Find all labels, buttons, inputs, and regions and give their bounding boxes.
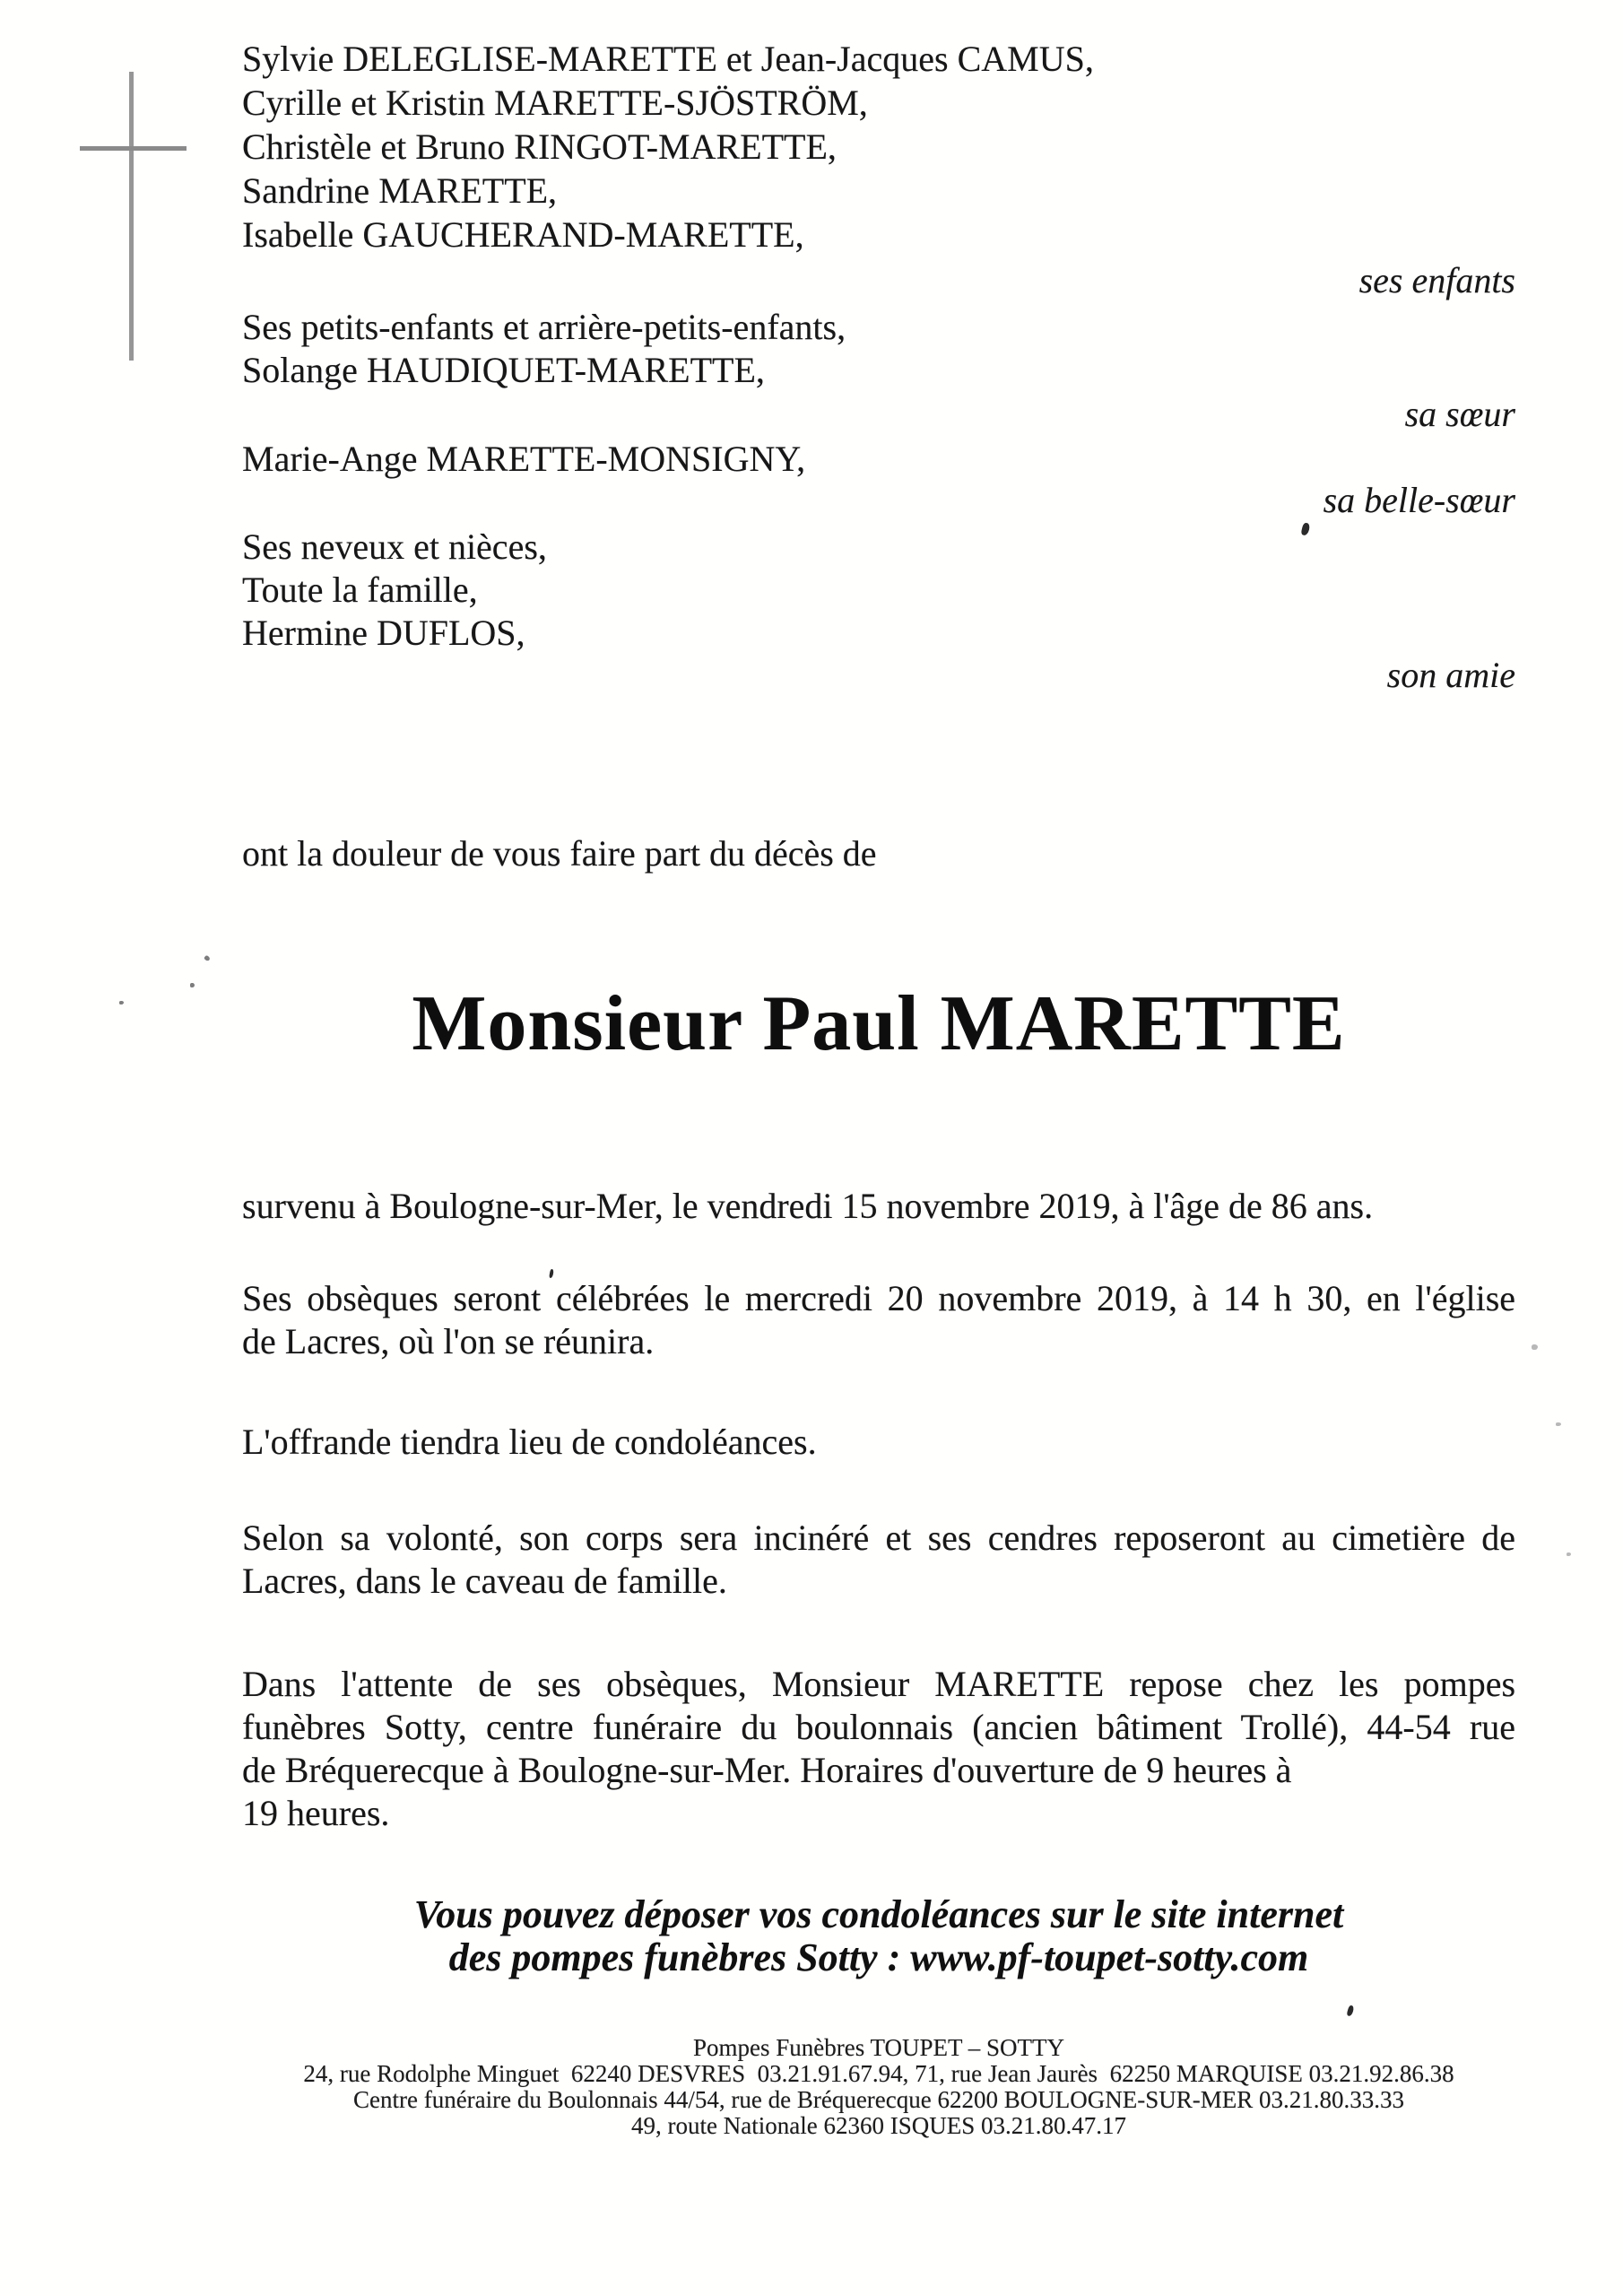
footer-address-line: 49, route Nationale 62360 ISQUES 03.21.80.47.17 <box>631 2112 1126 2139</box>
mourner-line: Ses neveux et nièces, <box>242 526 547 567</box>
footer-address-line: 24, rue Rodolphe Minguet 62240 DESVRES 03.21.91.67.94, 71, rue Jean Jaurès 62250 MARQUISE 03.21.92.86.38 <box>303 2060 1454 2087</box>
funeral-home-footer <box>242 2035 1515 2139</box>
scan-artifact <box>204 955 211 962</box>
scan-artifact <box>1567 1552 1571 1556</box>
mourner-line: Solange HAUDIQUET-MARETTE, <box>242 350 765 390</box>
condolences-line: Vous pouvez déposer vos condoléances sur le site internet <box>413 1892 1344 1936</box>
repose-line: 19 heures. <box>242 1793 390 1833</box>
scan-artifact <box>1556 1422 1561 1426</box>
funeral-line: Ses obsèques seront célébrées le mercredi 20 novembre 2019, à 14 h 30, en l'église <box>242 1278 1516 1318</box>
relation-label-sister: sa sœur <box>1404 394 1515 434</box>
footer-address-line: Centre funéraire du Boulonnais 44/54, rue de Bréquerecque 62200 BOULOGNE-SUR-MER 03.21.80.33.33 <box>352 2086 1405 2113</box>
scan-artifact <box>1532 1344 1538 1350</box>
offering-line: L'offrande tiendra lieu de condoléances. <box>242 1422 817 1462</box>
mourner-line: Ses petits-enfants et arrière-petits-enfants, <box>242 307 846 347</box>
scan-artifact <box>190 983 195 987</box>
repose-line: funèbres Sotty, centre funéraire du boulonnais (ancien bâtiment Trollé), 44-54 rue <box>242 1707 1515 1747</box>
mourner-line: Hermine DUFLOS, <box>242 613 525 653</box>
relation-label-friend: son amie <box>1386 655 1515 695</box>
cremation-line: Lacres, dans le caveau de famille. <box>242 1561 727 1601</box>
funeral-line: de Lacres, où l'on se réunira. <box>242 1321 655 1361</box>
mourners-children-block <box>242 37 1515 257</box>
mourner-line: Cyrille et Kristin MARETTE-SJÖSTRÖM, <box>242 83 868 123</box>
condolences-line: des pompes funèbres Sotty : www.pf-toupet-sotty.com <box>448 1935 1309 1979</box>
repose-paragraph <box>242 1663 1515 1835</box>
deceased-name-title: Monsieur Paul MARETTE <box>412 980 1346 1067</box>
footer-company-name: Pompes Funèbres TOUPET – SOTTY <box>692 2034 1065 2061</box>
mourner-line: Sylvie DELEGLISE-MARETTE et Jean-Jacques CAMUS, <box>242 39 1094 79</box>
repose-line: de Bréquerecque à Boulogne-sur-Mer. Horaires d'ouverture de 9 heures à <box>242 1750 1292 1790</box>
mourner-line: Christèle et Bruno RINGOT-MARETTE, <box>242 126 837 167</box>
mourners-family-block <box>242 526 1515 655</box>
death-details-line: survenu à Boulogne-sur-Mer, le vendredi 15 novembre 2019, à l'âge de 86 ans. <box>242 1186 1374 1226</box>
condolences-note <box>242 1893 1515 1979</box>
funeral-paragraph <box>242 1277 1515 1363</box>
mourner-line: Isabelle GAUCHERAND-MARETTE, <box>242 214 804 255</box>
scan-artifact <box>119 1001 124 1004</box>
cross-horizontal-bar <box>80 146 187 151</box>
cross-vertical-bar <box>129 72 134 361</box>
mourner-line: Marie-Ange MARETTE-MONSIGNY, <box>242 439 806 479</box>
cremation-line: Selon sa volonté, son corps sera incinéré et ses cendres reposeront au cimetière de <box>242 1518 1515 1558</box>
repose-line: Dans l'attente de ses obsèques, Monsieur MARETTE repose chez les pompes <box>242 1664 1516 1704</box>
relation-label-children: ses enfants <box>1358 260 1515 300</box>
scan-artifact <box>1346 2005 1354 2016</box>
cremation-paragraph <box>242 1517 1515 1603</box>
relation-label-sister-in-law: sa belle-sœur <box>1323 480 1515 520</box>
announcement-intro: ont la douleur de vous faire part du décès de <box>242 833 877 874</box>
mourner-line: Toute la famille, <box>242 570 478 610</box>
mourner-line: Sandrine MARETTE, <box>242 170 558 211</box>
mourners-grandchildren-block <box>242 306 1515 392</box>
